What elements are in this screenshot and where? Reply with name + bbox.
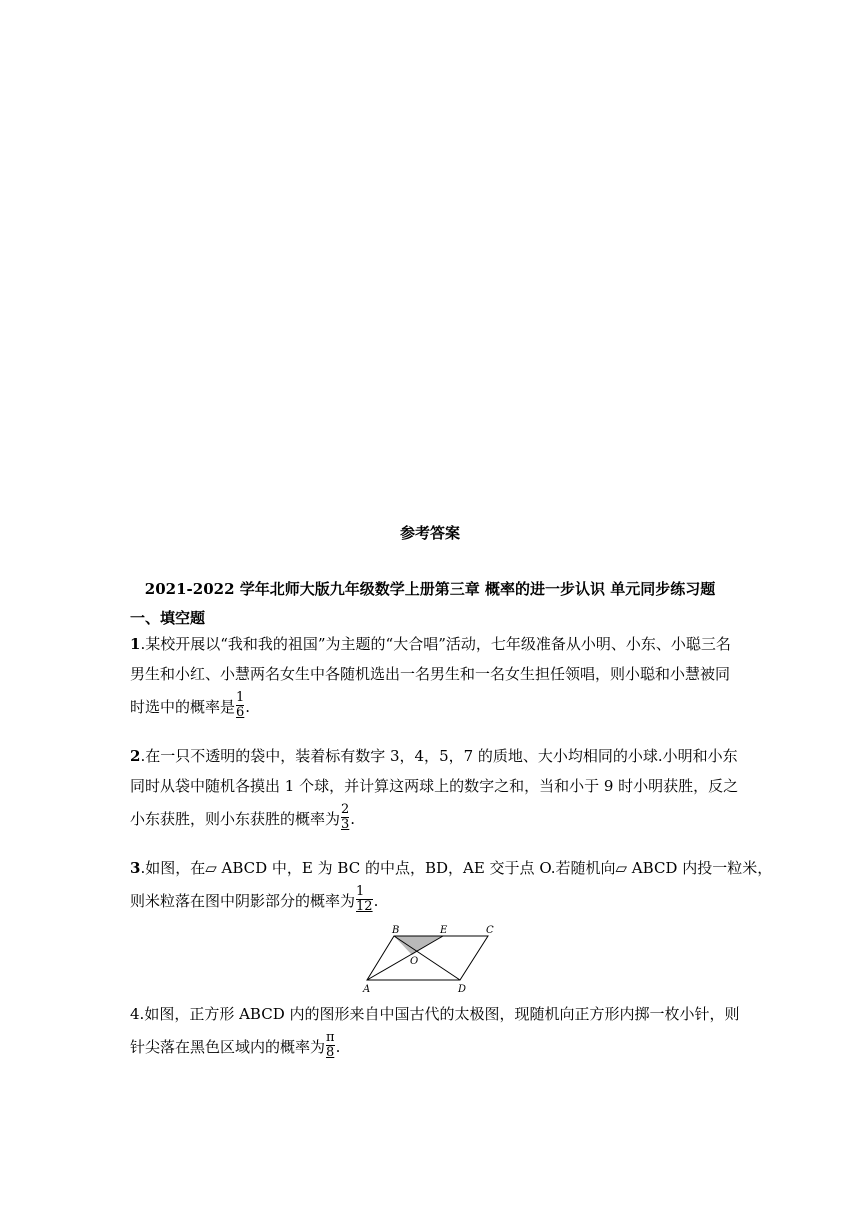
question-number: 2: [130, 747, 141, 765]
question-text: 同时从袋中随机各摸出 1 个球，并计算这两球上的数字之和，当和小于 9 时小明获胜，反之: [130, 777, 739, 795]
question-4: [130, 999, 740, 1065]
question-text: 则米粒落在图中阴影部分的概率为: [130, 892, 356, 910]
parallelogram-figure: [362, 922, 502, 994]
question-text: 小东获胜，则小东获胜的概率为: [130, 810, 341, 828]
question-number: 3: [130, 859, 141, 877]
label-c: C: [486, 925, 494, 936]
answer-numerator: 2: [341, 801, 350, 817]
label-d: D: [458, 984, 467, 994]
period: .: [350, 810, 356, 828]
label-o: O: [410, 956, 419, 967]
answer-denominator: 12: [356, 898, 373, 914]
label-b: B: [392, 925, 400, 936]
answer-denominator: 8: [326, 1044, 335, 1060]
period: .: [335, 1038, 341, 1056]
answer-fraction: [326, 1031, 335, 1060]
label-e: E: [440, 925, 448, 936]
doc-title: 参考答案: [399, 524, 460, 542]
answer-denominator: 6: [236, 704, 245, 720]
answer-numerator: π: [326, 1029, 335, 1045]
question-text: 时选中的概率是: [130, 698, 236, 716]
question-2: [130, 741, 739, 837]
answer-denominator: 3: [341, 816, 350, 832]
question-1: [130, 629, 732, 725]
answer-numerator: 1: [236, 689, 245, 705]
question-text: .如图，在▱ ABCD 中，E 为 BC 的中点，BD，AE 交于点 O.若随机向▱ ABCD 内投一粒米，: [140, 859, 773, 877]
section-heading: 一、填空题: [130, 609, 206, 627]
doc-subtitle: 2021-2022 学年北师大版九年级数学上册第三章 概率的进一步认识 单元同步练习题: [144, 580, 716, 598]
question-3: [130, 853, 773, 919]
answer-fraction: [341, 803, 349, 832]
question-text: .在一只不透明的袋中，装着标有数字 3，4，5，7 的质地、大小均相同的小球.小明和小东: [140, 747, 738, 765]
question-text: .如图，正方形 ABCD 内的图形来自中国古代的太极图，现随机向正方形内掷一枚小针，则: [139, 1005, 740, 1023]
label-a: A: [363, 984, 371, 994]
answer-fraction: [356, 885, 373, 914]
period: .: [373, 892, 379, 910]
question-number: 4: [130, 1005, 140, 1023]
answer-numerator: 1: [356, 883, 365, 899]
answer-fraction: [236, 691, 244, 720]
question-text: 男生和小红、小慧两名女生中各随机选出一名男生和一名女生担任领唱，则小聪和小慧被同: [130, 665, 731, 683]
question-number: 1: [130, 635, 141, 653]
question-text: 针尖落在黑色区域内的概率为: [130, 1038, 326, 1056]
period: .: [245, 698, 251, 716]
question-text: .某校开展以“我和我的祖国”为主题的“大合唱”活动，七年级准备从小明、小东、小聪三名: [140, 635, 731, 653]
